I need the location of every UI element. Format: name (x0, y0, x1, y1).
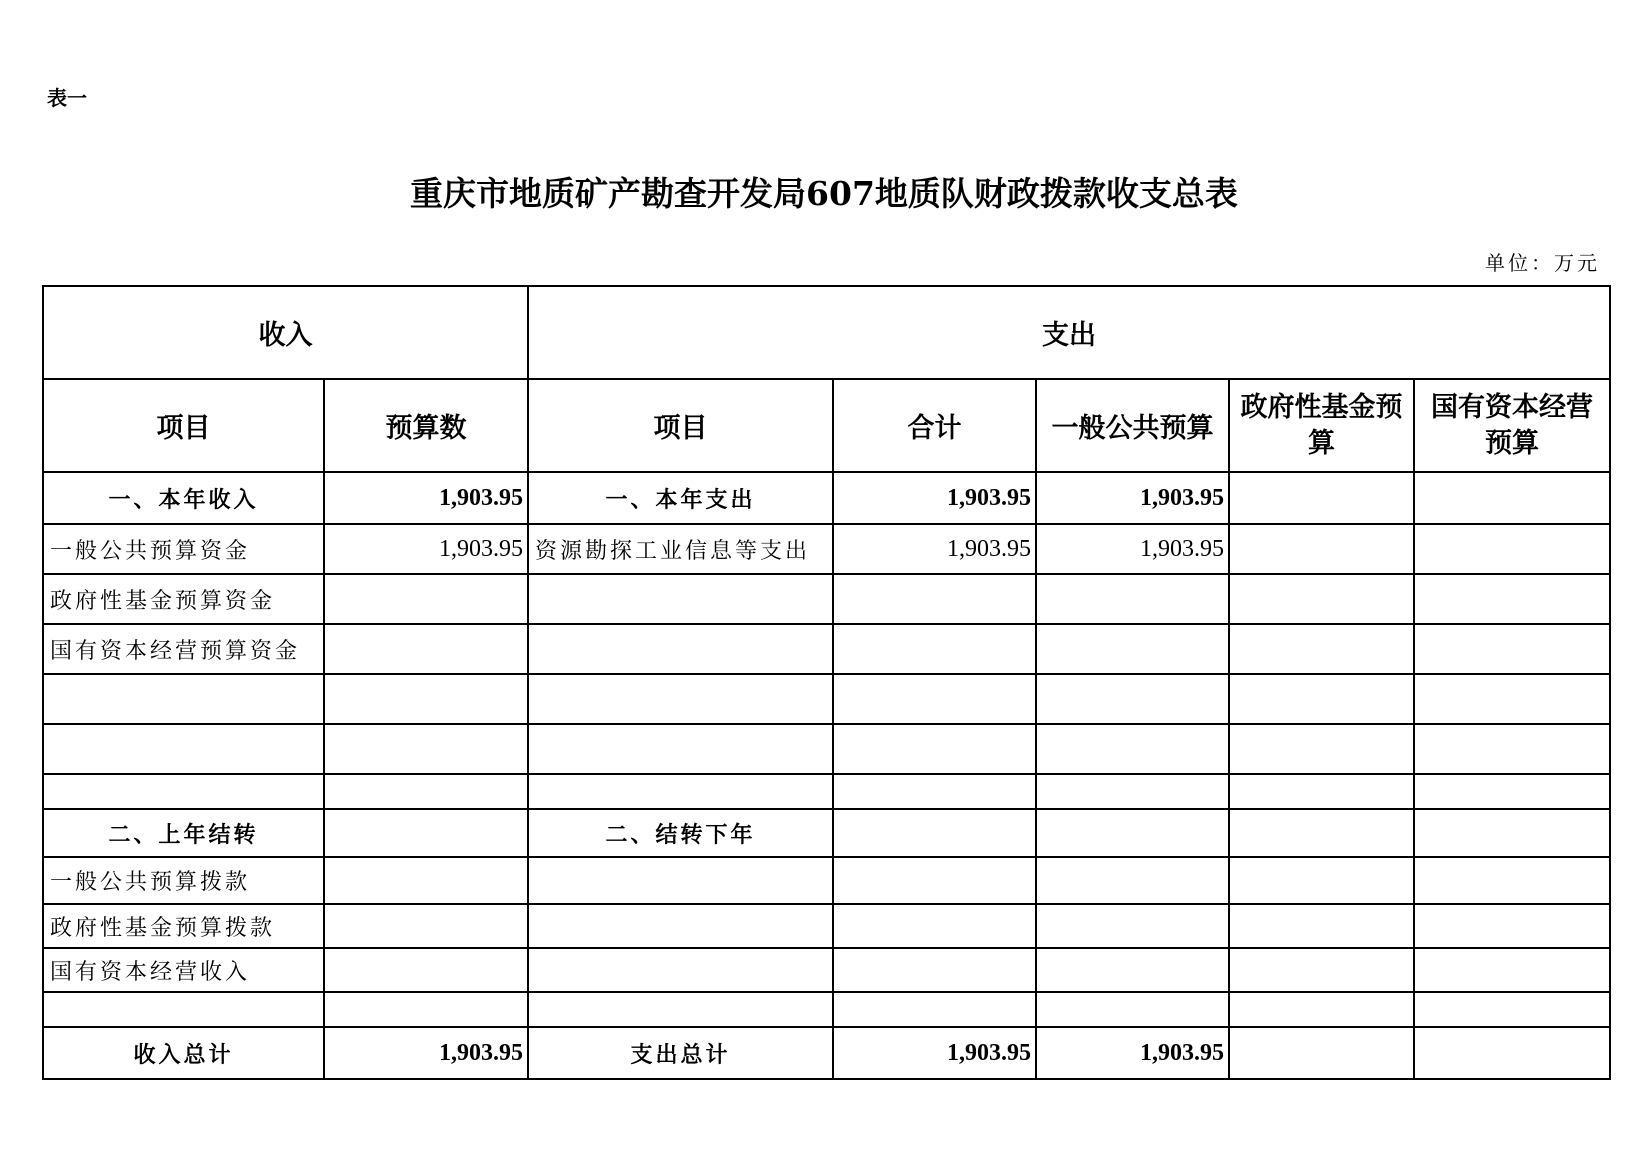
table-row (43, 948, 1610, 992)
table-row (43, 724, 1610, 774)
total-cell (833, 809, 1036, 857)
group-header-row (43, 286, 1610, 379)
income-budget-cell (324, 809, 528, 857)
table-number-label: 表一 (47, 86, 87, 110)
income-budget-cell (324, 904, 528, 948)
gov-fund-cell (1229, 724, 1414, 774)
state-capital-cell (1414, 724, 1610, 774)
state-capital-cell (1414, 624, 1610, 674)
expense-item-cell: 二、结转下年 (528, 809, 833, 857)
expense-item-cell (528, 992, 833, 1027)
col-state-capital: 国有资本经营预算 (1414, 379, 1610, 472)
table-row (43, 809, 1610, 857)
income-budget-cell (324, 948, 528, 992)
general-public-cell (1036, 904, 1229, 948)
income-budget-cell (324, 857, 528, 904)
income-budget-cell (324, 674, 528, 724)
income-item-cell: 国有资本经营收入 (43, 948, 324, 992)
gov-fund-cell (1229, 992, 1414, 1027)
general-public-cell (1036, 674, 1229, 724)
income-item-cell: 一般公共预算拨款 (43, 857, 324, 904)
expense-item-cell (528, 624, 833, 674)
general-public-cell (1036, 724, 1229, 774)
gov-fund-cell (1229, 948, 1414, 992)
unit-label: 单位：万元 (1485, 251, 1600, 275)
total-cell: 1,903.95 (833, 524, 1036, 574)
income-item-cell: 政府性基金预算资金 (43, 574, 324, 624)
expense-total-label: 支出总计 (528, 1027, 833, 1079)
table-row (43, 774, 1610, 809)
expense-item-cell (528, 674, 833, 724)
gov-fund-cell (1229, 524, 1414, 574)
state-capital-cell (1414, 857, 1610, 904)
table-row (43, 674, 1610, 724)
gov-fund-cell (1229, 674, 1414, 724)
gov-fund-cell (1229, 809, 1414, 857)
col-gov-fund: 政府性基金预算 (1229, 379, 1414, 472)
total-cell (833, 948, 1036, 992)
expense-item-cell (528, 724, 833, 774)
table-row (43, 624, 1610, 674)
table-row (43, 524, 1610, 574)
col-expense-item: 项目 (528, 379, 833, 472)
income-item-cell (43, 774, 324, 809)
income-item-cell: 二、上年结转 (43, 809, 324, 857)
state-capital-cell (1414, 574, 1610, 624)
income-budget-cell (324, 624, 528, 674)
state-capital-cell (1414, 774, 1610, 809)
expense-item-cell (528, 574, 833, 624)
table-row (43, 472, 1610, 524)
income-item-cell: 一般公共预算资金 (43, 524, 324, 574)
state-capital-cell (1414, 948, 1610, 992)
table-row (43, 857, 1610, 904)
expense-item-cell (528, 857, 833, 904)
gov-fund-cell (1229, 472, 1414, 524)
expense-item-cell: 一、本年支出 (528, 472, 833, 524)
total-cell (833, 724, 1036, 774)
total-cell (833, 574, 1036, 624)
income-item-cell: 国有资本经营预算资金 (43, 624, 324, 674)
income-item-cell (43, 674, 324, 724)
total-cell (833, 992, 1036, 1027)
income-budget-cell: 1,903.95 (324, 472, 528, 524)
total-cell (833, 624, 1036, 674)
expense-item-cell (528, 774, 833, 809)
gov-fund-cell (1229, 574, 1414, 624)
table-row (43, 574, 1610, 624)
gov-fund-cell (1229, 904, 1414, 948)
page-title: 重庆市地质矿产勘查开发局607地质队财政拨款收支总表 (410, 174, 1238, 213)
state-capital-cell (1414, 904, 1610, 948)
general-public-cell (1036, 992, 1229, 1027)
expense-item-cell: 资源勘探工业信息等支出 (528, 524, 833, 574)
state-capital-cell (1414, 472, 1610, 524)
gov-fund-cell (1229, 857, 1414, 904)
expense-item-cell (528, 904, 833, 948)
income-group-header: 收入 (43, 286, 528, 379)
income-item-cell (43, 992, 324, 1027)
income-item-cell: 政府性基金预算拨款 (43, 904, 324, 948)
budget-summary-table (42, 285, 1611, 1080)
table-row (43, 992, 1610, 1027)
total-cell (833, 674, 1036, 724)
column-header-row (43, 379, 1610, 472)
general-public-cell (1036, 624, 1229, 674)
col-income-budget: 预算数 (324, 379, 528, 472)
general-public-cell (1036, 574, 1229, 624)
state-capital-cell (1414, 992, 1610, 1027)
general-public-cell (1036, 948, 1229, 992)
state-capital-total (1414, 1027, 1610, 1079)
income-budget-cell (324, 574, 528, 624)
state-capital-cell (1414, 524, 1610, 574)
totals-row (43, 1027, 1610, 1079)
general-public-cell (1036, 809, 1229, 857)
income-budget-cell (324, 724, 528, 774)
total-cell (833, 904, 1036, 948)
expense-group-header: 支出 (528, 286, 1610, 379)
total-cell (833, 774, 1036, 809)
total-cell (833, 857, 1036, 904)
gov-fund-cell (1229, 774, 1414, 809)
general-public-cell (1036, 774, 1229, 809)
income-total-label: 收入总计 (43, 1027, 324, 1079)
table-row (43, 904, 1610, 948)
general-public-cell: 1,903.95 (1036, 472, 1229, 524)
state-capital-cell (1414, 809, 1610, 857)
income-budget-cell: 1,903.95 (324, 524, 528, 574)
col-income-item: 项目 (43, 379, 324, 472)
gov-fund-cell (1229, 624, 1414, 674)
income-budget-cell (324, 992, 528, 1027)
total-cell: 1,903.95 (833, 472, 1036, 524)
gov-fund-total (1229, 1027, 1414, 1079)
income-budget-cell (324, 774, 528, 809)
expense-item-cell (528, 948, 833, 992)
income-total-value: 1,903.95 (324, 1027, 528, 1079)
col-total: 合计 (833, 379, 1036, 472)
income-item-cell (43, 724, 324, 774)
general-public-cell (1036, 857, 1229, 904)
general-public-cell: 1,903.95 (1036, 524, 1229, 574)
general-public-total: 1,903.95 (1036, 1027, 1229, 1079)
col-general-public: 一般公共预算 (1036, 379, 1229, 472)
state-capital-cell (1414, 674, 1610, 724)
expense-total-value: 1,903.95 (833, 1027, 1036, 1079)
income-item-cell: 一、本年收入 (43, 472, 324, 524)
